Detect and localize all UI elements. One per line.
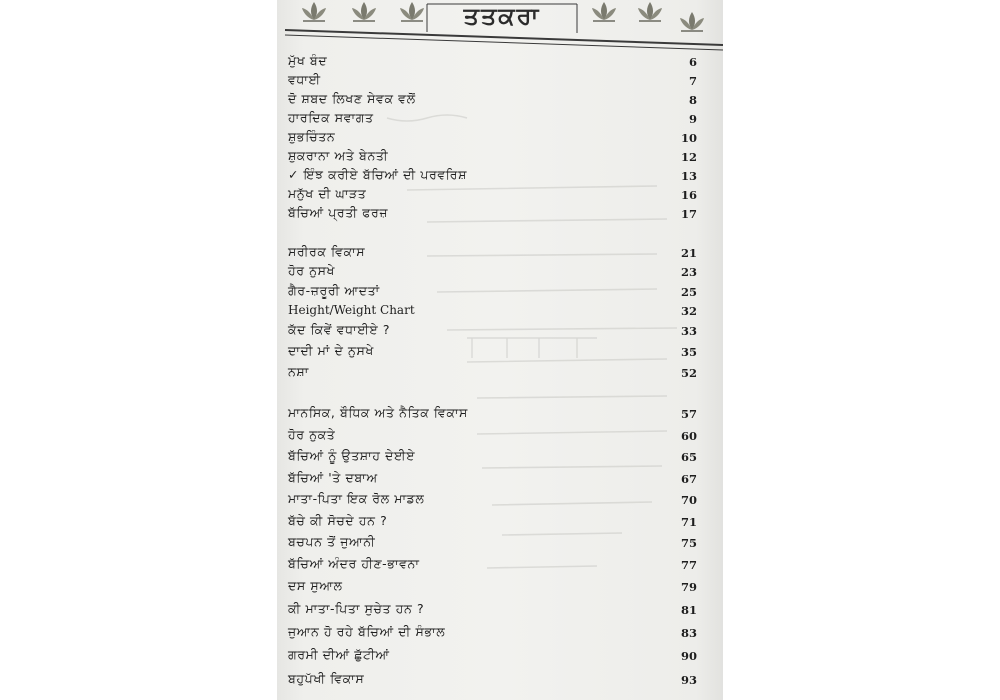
entry-title: ਬੱਚਿਆਂ 'ਤੇ ਦਬਾਅ [288, 470, 378, 485]
entry-title: ਮੁੱਖ ਬੰਦ [288, 53, 328, 68]
toc-entry[interactable] [277, 447, 723, 467]
toc-entry[interactable] [277, 646, 723, 666]
toc-entry[interactable] [277, 128, 723, 148]
entry-title: ਸ਼ੁਕਰਾਨਾ ਅਤੇ ਬੇਨਤੀ [288, 148, 389, 163]
toc-entry[interactable] [277, 600, 723, 620]
entry-page: 9 [688, 112, 697, 126]
toc-entry[interactable] [277, 321, 723, 341]
toc-entry[interactable] [277, 52, 723, 72]
entry-page: 10 [680, 131, 697, 145]
entry-title: ਕੱਦ ਕਿਵੇਂ ਵਧਾਈਏ ? [288, 322, 391, 337]
entry-title: ਹੋਰ ਨੁਕਤੇ [288, 427, 336, 442]
toc-title: ਤਤਕਰਾ [463, 2, 541, 30]
entry-page: 79 [680, 580, 697, 594]
entry-title: ਦਸ ਸੁਆਲ [288, 578, 343, 593]
toc-entry[interactable] [277, 301, 723, 321]
entry-title: ਬਹੁਪੱਖੀ ਵਿਕਾਸ [288, 671, 365, 686]
toc-entry[interactable] [277, 90, 723, 110]
toc-entry[interactable] [277, 670, 723, 690]
entry-title: ਬੱਚਿਆਂ ਅੰਦਰ ਹੀਣ-ਭਾਵਨਾ [288, 556, 420, 571]
toc-entry[interactable] [277, 623, 723, 643]
toc-entry[interactable] [277, 243, 723, 263]
entry-page: 25 [680, 285, 697, 299]
entry-page: 90 [680, 649, 697, 663]
entry-title: ਮਾਨਸਿਕ, ਬੌਧਿਕ ਅਤੇ ਨੈਤਿਕ ਵਿਕਾਸ [288, 405, 468, 420]
toc-entry[interactable] [277, 166, 723, 186]
entry-page: 33 [680, 324, 697, 338]
entry-title: ਬੱਚਿਆਂ ਪ੍ਰਤੀ ਫਰਜ਼ [288, 205, 389, 220]
entry-title: ਸਰੀਰਕ ਵਿਕਾਸ [288, 244, 366, 259]
entry-page: 35 [680, 345, 697, 359]
entry-title: ✓ ਇੰਝ ਕਰੀਏ ਬੱਚਿਆਂ ਦੀ ਪਰਵਰਿਸ਼ [288, 167, 468, 182]
entry-title: ਕੀ ਮਾਤਾ-ਪਿਤਾ ਸੁਚੇਤ ਹਨ ? [288, 601, 425, 616]
toc-entry[interactable] [277, 512, 723, 532]
entry-title: ਦਾਦੀ ਮਾਂ ਦੇ ਨੁਸਖੇ [288, 343, 374, 358]
entry-page: 21 [680, 246, 697, 260]
entry-page: 65 [680, 450, 697, 464]
entry-page: 70 [680, 493, 697, 507]
entry-page: 60 [680, 429, 697, 443]
entry-page: 32 [680, 304, 697, 318]
entry-title: ਵਧਾਈ [288, 72, 321, 87]
entry-title: ਹਾਰਦਿਕ ਸਵਾਗਤ [288, 110, 374, 125]
toc-entry[interactable] [277, 490, 723, 510]
entry-title: ਬੱਚੇ ਕੀ ਸੋਚਦੇ ਹਨ ? [288, 513, 388, 528]
entry-page: 17 [680, 207, 697, 221]
book-page [277, 0, 723, 700]
entry-title: ਗੈਰ-ਜ਼ਰੂਰੀ ਆਦਤਾਂ [288, 283, 380, 298]
entry-title: Height/Weight Chart [288, 303, 415, 317]
toc-list [277, 0, 723, 700]
toc-entry[interactable] [277, 71, 723, 91]
toc-entry[interactable] [277, 533, 723, 553]
entry-page: 12 [680, 150, 697, 164]
entry-page: 13 [680, 169, 697, 183]
entry-page: 6 [688, 55, 697, 69]
entry-title: ਬਚਪਨ ਤੋਂ ਜੁਆਨੀ [288, 534, 376, 549]
entry-page: 77 [680, 558, 697, 572]
entry-page: 16 [680, 188, 697, 202]
entry-title: ਮਾਤਾ-ਪਿਤਾ ਇਕ ਰੋਲ ਮਾਡਲ [288, 491, 425, 506]
toc-entry[interactable] [277, 363, 723, 383]
entry-page: 93 [680, 673, 697, 687]
entry-page: 8 [688, 93, 697, 107]
entry-title: ਗਰਮੀ ਦੀਆਂ ਛੁੱਟੀਆਂ [288, 647, 390, 662]
entry-page: 83 [680, 626, 697, 640]
entry-title: ਸ਼ੁਭਚਿੰਤਨ [288, 129, 336, 144]
toc-entry[interactable] [277, 342, 723, 362]
entry-page: 52 [680, 366, 697, 380]
entry-page: 23 [680, 265, 697, 279]
toc-entry[interactable] [277, 469, 723, 489]
entry-page: 81 [680, 603, 697, 617]
entry-page: 57 [680, 407, 697, 421]
entry-title: ਦੋ ਸ਼ਬਦ ਲਿਖਣ ਸੇਵਕ ਵਲੋਂ [288, 91, 416, 106]
entry-title: ਮਨੁੱਖ ਦੀ ਘਾੜਤ [288, 186, 367, 201]
toc-entry[interactable] [277, 262, 723, 282]
entry-page: 7 [688, 74, 697, 88]
entry-title: ਬੱਚਿਆਂ ਨੂੰ ਉਤਸ਼ਾਹ ਦੇਈਏ [288, 448, 416, 463]
entry-title: ਜੁਆਨ ਹੋ ਰਹੇ ਬੱਚਿਆਂ ਦੀ ਸੰਭਾਲ [288, 624, 446, 639]
toc-entry[interactable] [277, 555, 723, 575]
entry-page: 75 [680, 536, 697, 550]
entry-page: 67 [680, 472, 697, 486]
toc-entry[interactable] [277, 426, 723, 446]
toc-entry[interactable] [277, 404, 723, 424]
toc-entry[interactable] [277, 185, 723, 205]
toc-entry[interactable] [277, 204, 723, 224]
toc-entry[interactable] [277, 577, 723, 597]
toc-entry[interactable] [277, 109, 723, 129]
toc-entry[interactable] [277, 147, 723, 167]
entry-title: ਨਸ਼ਾ [288, 364, 309, 379]
entry-title: ਹੋਰ ਨੁਸਖੇ [288, 263, 336, 278]
toc-entry[interactable] [277, 282, 723, 302]
entry-page: 71 [680, 515, 697, 529]
